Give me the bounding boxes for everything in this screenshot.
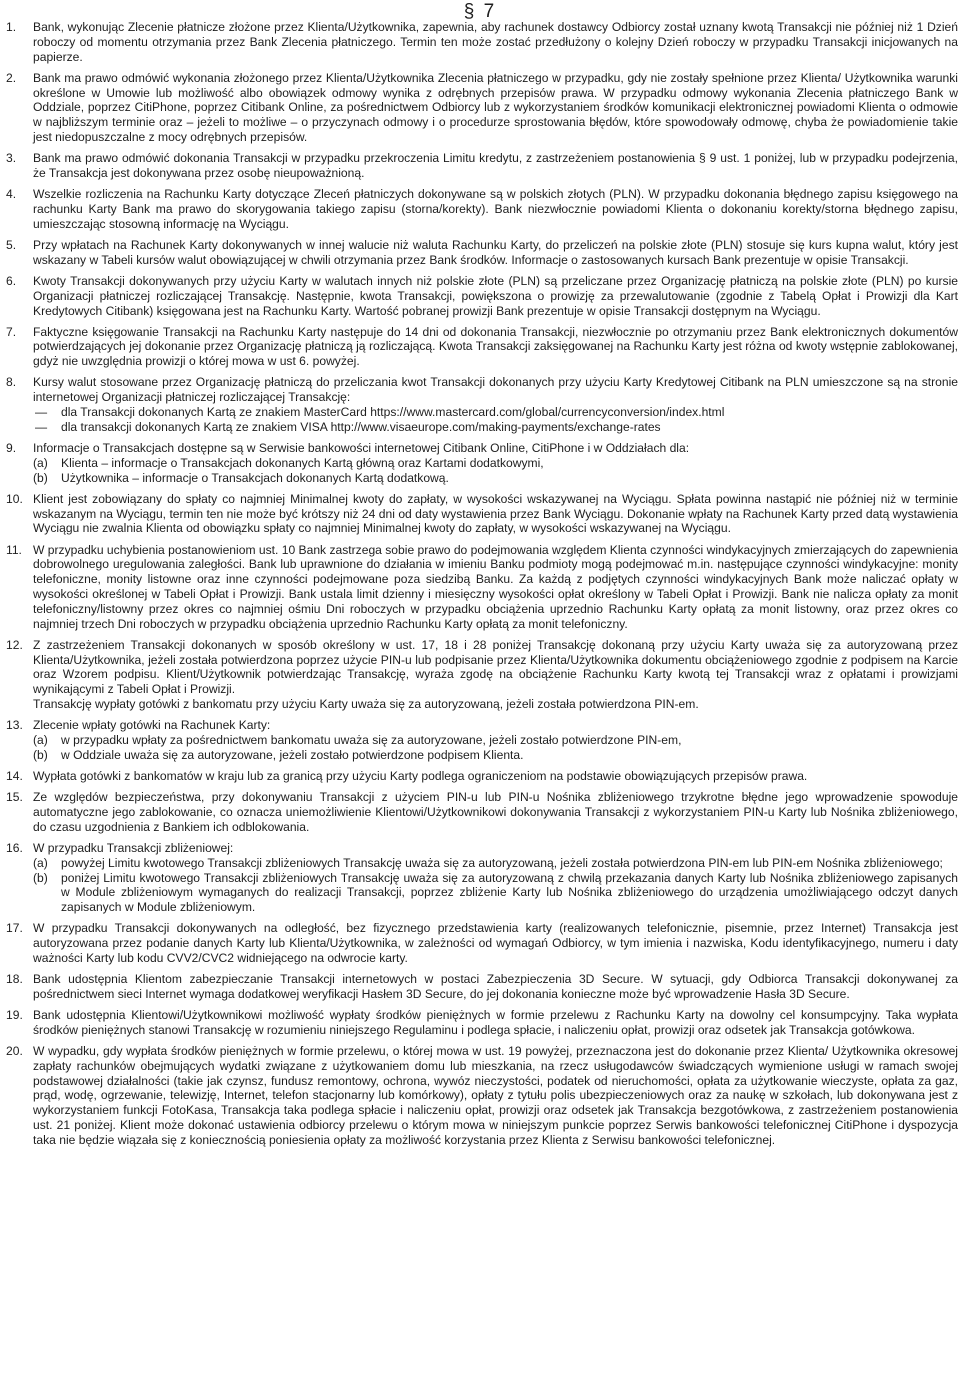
clause-body <box>33 274 958 318</box>
clause-number: 15. <box>6 790 23 805</box>
clause-item <box>6 375 958 434</box>
clause-number: 16. <box>6 840 23 855</box>
clause-text: Klient jest zobowiązany do spłaty co najmniej Minimalnej kwoty do zapłaty, w wysokości wskazywanej na Wyciągu. Spłata powinna nastąpić nie później niż w terminie wskazanym na Wyciągu, termin ten nie może być krótszy niż 24 dni od daty wystawienia przez Bank Wyciągu. Dokonanie wpłaty na Rachunek Karty przed datą wystawienia Wyciągu nie zwalnia Klienta od obowiązku spłaty co najmniej Minimalnej kwoty do zapłaty, w wysokości wskazywanej na Wyciągu. <box>33 491 958 536</box>
clause-number: 17. <box>6 921 23 936</box>
clause-text-continuation: Transakcję wypłaty gotówki z bankomatu przy użyciu Karty uważa się za autoryzowaną, jeżeli została potwierdzona PIN-em. <box>33 696 699 711</box>
clause-text: Zlecenie wpłaty gotówki na Rachunek Karty: <box>33 718 271 733</box>
clause-body <box>33 1008 958 1038</box>
clause-body <box>33 790 958 834</box>
clause-item <box>6 841 958 915</box>
clause-item <box>6 1044 958 1148</box>
clause-number: 11. <box>6 542 22 557</box>
clause-number: 7. <box>6 324 17 339</box>
clause-text: W przypadku Transakcji zbliżeniowej: <box>33 840 234 855</box>
clause-number: 5. <box>6 237 17 252</box>
clause-number: 18. <box>6 972 23 987</box>
sub-point-label: (a) <box>33 855 48 870</box>
clause-text: Bank udostępnia Klientowi/Użytkownikowi możliwość wypłaty środków pieniężnych w formie przelewu z Rachunku Karty na dowolny cel konsumpcyjny. Taka wypłata środków pieniężnych stanowi Transakcję w rozumieniu niniejszego Regulaminu i podlega spłacie, i naliczeniu opłat, prowizji oraz odsetek jak Transakcja gotówkowa. <box>33 1008 958 1037</box>
clause-item <box>6 790 958 834</box>
clause-item <box>6 71 958 145</box>
clause-item <box>6 187 958 231</box>
clause-number: 2. <box>6 70 17 85</box>
clause-text: Kursy walut stosowane przez Organizację płatniczą do przeliczania kwot Transakcji dokonanych przy użyciu Karty Kredytowej Citibank na PLN umieszczone są na stronie internetowej Organizacji płatniczej rozliczającej Transakcję: <box>33 375 958 405</box>
clause-body <box>33 71 958 145</box>
clause-body <box>33 543 958 632</box>
clause-number: 3. <box>6 151 17 166</box>
clause-body <box>33 238 958 268</box>
clause-body <box>33 718 958 762</box>
clause-number: 1. <box>6 20 17 34</box>
clause-body <box>33 1044 958 1148</box>
clause-text: Faktyczne księgowanie Transakcji na Rachunku Karty następuje do 14 dni od dokonania Transakcji, niezwłocznie po otrzymaniu przez Bank elektronicznych dokumentów potwierdzających jej dokonanie przez Organizację płatniczą ją rozliczającą. Kwota Transakcji zaksięgowanej na Rachunku Karty jest różna od kwoty wstępnie zablokowanej, gdyż nie uwzględnia prowizji o której mowa w ust 6. powyżej. <box>33 324 958 369</box>
clause-number: 6. <box>6 273 17 288</box>
clause-text: Przy wpłatach na Rachunek Karty dokonywanych w innej walucie niż waluta Rachunku Karty, do przeliczeń na polskie złote (PLN) stosuje się kurs kupna walut, który jest wskazany w Tabeli kursów walut obowiązującej w chwili otrzymania przez Bank środków. Informacje o zastosowanych kursach Bank prezentuje w opisie Transakcji. <box>33 237 958 267</box>
clause-item <box>6 718 958 762</box>
clause-number: 12. <box>6 637 23 652</box>
clause-number: 10. <box>6 491 23 506</box>
clause-text: W wypadku, gdy wypłata środków pieniężnych w formie przelewu, o której mowa w ust. 19 powyżej, przeznaczona jest do dokonanie przez Klienta/ Użytkownika okresowej zapłaty rachunków obejmujących wydatki związane z użytkowaniem domu lub mieszkania, na rzecz usługodawców świadczących wymienione usługi w ramach swojej podstawowej działalności (takie jak czynsz, fundusz remontowy, ochrona, wywóz nieczystości, podatek od nieruchomości, opłata za użytkowanie wieczyste, opłata za gaz, prąd, wodę, ogrzewanie, telewizję, Internet, telefon stacjonarny lub komórkowy), opłaty z tytułu polis ubezpieczeniowych oraz za naukę w szkołach, lub dokonywana jest z wykorzystaniem funkcji FotoKasa, Transakcja taka podlega spłacie i naliczeniu opłat, prowizji oraz odsetek jak Transakcja bezgotówkowa, z zastrzeżeniem postanowienia ust. 21 poniżej. Klient może dokonać ustawienia odbiorcy przelewu o którym mowa w niniejszym punkcie poprzez Serwis bankowości telefonicznej CitiPhone i dyspozycja taka nie będzie wiązała się z koniecznością poniesienia opłaty za możliwość korzystania przez Klienta z Serwisu bankowości telefonicznej. <box>33 1044 958 1147</box>
clause-item <box>6 274 958 318</box>
clause-item <box>6 325 958 369</box>
clause-body <box>33 972 958 1002</box>
dash-list-text: dla Transakcji dokonanych Kartą ze znakiem MasterCard https://www.mastercard.com/global/currencyconversion/index.html <box>61 405 725 420</box>
clause-body <box>33 492 958 536</box>
clause-body <box>33 151 958 181</box>
clause-body <box>33 375 958 434</box>
clause-number: 8. <box>6 375 17 390</box>
clause-body <box>33 20 958 64</box>
clause-number: 19. <box>6 1008 23 1023</box>
clause-item <box>6 543 958 632</box>
clause-number: 20. <box>6 1044 23 1059</box>
clause-text: W przypadku Transakcji dokonywanych na odległość, bez fizycznego przedstawienia karty (realizowanych telefonicznie, pisemnie, przez Internet) Transakcja jest autoryzowana przez podanie danych Karty lub Klienta/Użytkownika, w zależności od wymagań Odbiorcy, w tym imienia i nazwiska, Kodu identyfikacyjnego, numeru i daty ważności Karty lub kodu CVV2/CVC2 widniejącego na odwrocie karty. <box>33 921 958 965</box>
dash-bullet-icon: — <box>35 419 48 434</box>
clause-text: Informacje o Transakcjach dostępne są w Serwisie bankowości internetowej Citibank Online, CitiPhone i w Oddziałach dla: <box>33 441 690 456</box>
clause-text: Wypłata gotówki z bankomatów w kraju lub za granicą przy użyciu Karty podlega ograniczeniom na podstawie obowiązujących przepisów prawa. <box>33 768 808 783</box>
sub-point-text: w Oddziale uważa się za autoryzowane, jeżeli zostało potwierdzone podpisem Klienta. <box>61 747 524 762</box>
sub-point-text: Użytkownika – informacje o Transakcjach dokonanych Kartą dodatkową. <box>61 470 449 485</box>
clause-text: Wszelkie rozliczenia na Rachunku Karty dotyczące Zleceń płatniczych dokonywane są w polskich złotych (PLN). W przypadku dokonania błędnego zapisu księgowego na rachunku Karty Bank ma prawo do skorygowania takiego zapisu (storna/korekty). Bank niezwłocznie powiadomi Klienta o dokonaniu korekty/storna błędnego zapisu, umieszczając stosowną informację na Wyciągu. <box>33 187 958 231</box>
sub-point <box>33 748 958 763</box>
sub-point <box>33 871 958 915</box>
dash-list-item <box>33 420 958 435</box>
clause-item <box>6 151 958 181</box>
sub-point-label: (b) <box>33 747 48 762</box>
clause-text: Bank udostępnia Klientom zabezpieczanie Transakcji internetowych w postaci Zabezpieczenia 3D Secure. W sytuacji, gdy Odbiorca Transakcji dokonywanej za pośrednictwem sieci Internet wymaga dodatkowej weryfikacji Hasłem 3D Secure, do jej dokonania konieczne może być wprowadzenie Hasła 3D Secure. <box>33 972 958 1001</box>
sub-point <box>33 456 958 471</box>
clause-text: Bank, wykonując Zlecenie płatnicze złożone przez Klienta/Użytkownika, zapewnia, aby rachunek dostawcy Odbiorcy został uznany kwotą Transakcji nie później niż 1 Dzień roboczy od momentu otrzymania przez Bank Zlecenia płatniczego. Termin ten może zostać przedłużony o kolejny Dzień roboczy w przypadku Transakcji inicjowanych na papierze. <box>33 20 958 64</box>
clause-text: Bank ma prawo odmówić wykonania złożonego przez Klienta/Użytkownika Zlecenia płatniczego w przypadku, gdy nie zostały spełnione przez Klienta/ Użytkownika warunki określone w Umowie lub możliwość albo obowiązek odmowy wynika z odrębnych przepisów prawa. W przypadku odmowy wykonania Zlecenia płatniczego Bank w Oddziale, poprzez CitiPhone, poprzez Citibank Online, za pośrednictwem Odbiorcy lub z wykorzystaniem środków komunikacji elektronicznej powiadomi Klienta o odmowie w najbliższym terminie oraz – jeżeli to możliwe – o przyczynach odmowy i o procedurze sprostowania błędów, które spowodowały odmowę, chyba że powiadomienie takie jest niedopuszczalne z mocy odrębnych przepisów. <box>33 70 958 144</box>
clause-text: Ze względów bezpieczeństwa, przy dokonywaniu Transakcji z użyciem PIN-u lub PIN-u Nośnika zbliżeniowego trzykrotne błędne jego wprowadzenie spowoduje automatyczne jego zablokowanie, co oznacza uniemożliwienie Klientowi/Użytkownikowi dokonywania Transakcji z wykorzystaniem PIN-u Karty lub Nośnika zbliżeniowego, do czasu uzgodnienia z Bankiem ich odblokowania. <box>33 790 958 834</box>
sub-point-label: (a) <box>33 455 48 470</box>
clause-text: Kwoty Transakcji dokonywanych przy użyciu Karty w walutach innych niż polskie złote (PLN) są przeliczane przez Organizację płatniczą na polskie złote (PLN) po kursie Organizacji płatniczej rozliczającej Transakcję. Następnie, kwota Transakcji, powiększona o prowizję za przewalutowanie (zgodnie z Tabelą Opłat i Prowizji dla Kart Kredytowych Citibank) księgowana jest na Rachunku Karty. Wartość pobranej prowizji Bank prezentuje w opisie Transakcji dostępnym na Wyciągu. <box>33 273 958 318</box>
clause-item <box>6 638 958 712</box>
clause-item <box>6 492 958 536</box>
clause-body <box>33 769 958 784</box>
clause-body <box>33 841 958 915</box>
sub-point-label: (a) <box>33 732 48 747</box>
numbered-clauses <box>6 20 958 1154</box>
clause-body <box>33 325 958 369</box>
clause-item <box>6 1008 958 1038</box>
sub-point-label: (b) <box>33 870 48 885</box>
clause-item <box>6 972 958 1002</box>
clause-item <box>6 238 958 268</box>
clause-item <box>6 769 958 784</box>
clause-body <box>33 441 958 485</box>
sub-point-text: Klienta – informacje o Transakcjach dokonanych Kartą główną oraz Kartami dodatkowymi, <box>61 455 544 470</box>
clause-number: 4. <box>6 187 17 202</box>
dash-bullet-icon: — <box>35 405 48 420</box>
clause-number: 13. <box>6 718 23 733</box>
clause-body <box>33 921 958 965</box>
section-heading: § 7 <box>463 1 497 22</box>
clause-number: 9. <box>6 441 17 456</box>
sub-point <box>33 471 958 486</box>
sub-point <box>33 733 958 748</box>
clause-text: Z zastrzeżeniem Transakcji dokonanych w sposób określony w ust. 17, 18 i 28 poniżej Transakcję dokonaną przy użyciu Karty uważa się za autoryzowaną przez Klienta/Użytkownika, jeżeli została potwierdzona poprzez użycie PIN-u lub podpisanie przez Klienta/Użytkownika dokumentu obciążeniowego zgodnie z podpisem na Karcie oraz Wzorem podpisu. Klient/Użytkownik potwierdzając Transakcję, wyraża zgodę na obciążenie Rachunku Karty kwotą tej Transakcji wraz z opłatami i prowizjami wynikającymi z Tabeli Opłat i Prowizji. <box>33 637 958 697</box>
clause-number: 14. <box>6 768 23 783</box>
clause-body <box>33 638 958 712</box>
clause-body <box>33 187 958 231</box>
sub-point-text: poniżej Limitu kwotowego Transakcji zbliżeniowych Transakcję uważa się za autoryzowaną z chwilą przekazania danych Karty lub Nośnika zbliżeniowego zapisanych w Module zbliżeniowym wymaganych do realizacji Transakcji, poprzez zbliżenie Karty lub Nośnika zbliżeniowego do urządzenia umożliwiającego odczyt danych zapisanych w Module zbliżeniowym. <box>61 870 958 915</box>
sub-point-label: (b) <box>33 470 48 485</box>
sub-point <box>33 856 958 871</box>
clause-text: Bank ma prawo odmówić dokonania Transakcji w przypadku przekroczenia Limitu kredytu, z zastrzeżeniem postanowienia § 9 ust. 1 poniżej, lub w przypadku podejrzenia, że Transakcja jest dokonywana przez osobę nieupoważnioną. <box>33 151 958 180</box>
clause-item <box>6 20 958 64</box>
dash-list-text: dla transakcji dokonanych Kartą ze znakiem VISA http://www.visaeurope.com/making-payments/exchange-rates <box>61 419 661 434</box>
sub-point-text: w przypadku wpłaty za pośrednictwem bankomatu uważa się za autoryzowane, jeżeli zostało potwierdzone PIN-em, <box>61 732 682 747</box>
clause-text: W przypadku uchybienia postanowieniom ust. 10 Bank zastrzega sobie prawo do podejmowania względem Klienta czynności windykacyjnych zmierzających do zapewnienia dobrowolnego uregulowania zaległości. Bank lub uprawnione do działania w imieniu Banku podmioty mogą podejmować m.in. następujące czynności windykacyjne: monity telefoniczne, monity listowne oraz inne czynności podejmowane poza siedzibą Banku. Za każdą z podjętych czynności windykacyjnych Bank może naliczać opłaty w wysokości określonej w Tabeli Opłat i Prowizji. Bank ustala limit dzienny i miesięczny wysokości opłat określony w Tabeli Opłat i Prowizji. Bank nie nalicza opłaty za monit telefoniczny/listowny przez okres co najmniej ośmiu Dni roboczych w przypadku obciążenia uprzednio Rachunku Karty opłatą za monit listowny, oraz przez okres co najmniej trzech Dni roboczych w przypadku obciążenia uprzednio Rachunku Karty opłatą za monit telefoniczny. <box>33 542 958 631</box>
clause-item <box>6 921 958 965</box>
sub-point-text: powyżej Limitu kwotowego Transakcji zbliżeniowych Transakcję uważa się za autoryzowaną, jeżeli została potwierdzona PIN-em lub PIN-em Nośnika zbliżeniowego; <box>61 855 943 870</box>
dash-list-item <box>33 405 958 420</box>
clause-item <box>6 441 958 485</box>
